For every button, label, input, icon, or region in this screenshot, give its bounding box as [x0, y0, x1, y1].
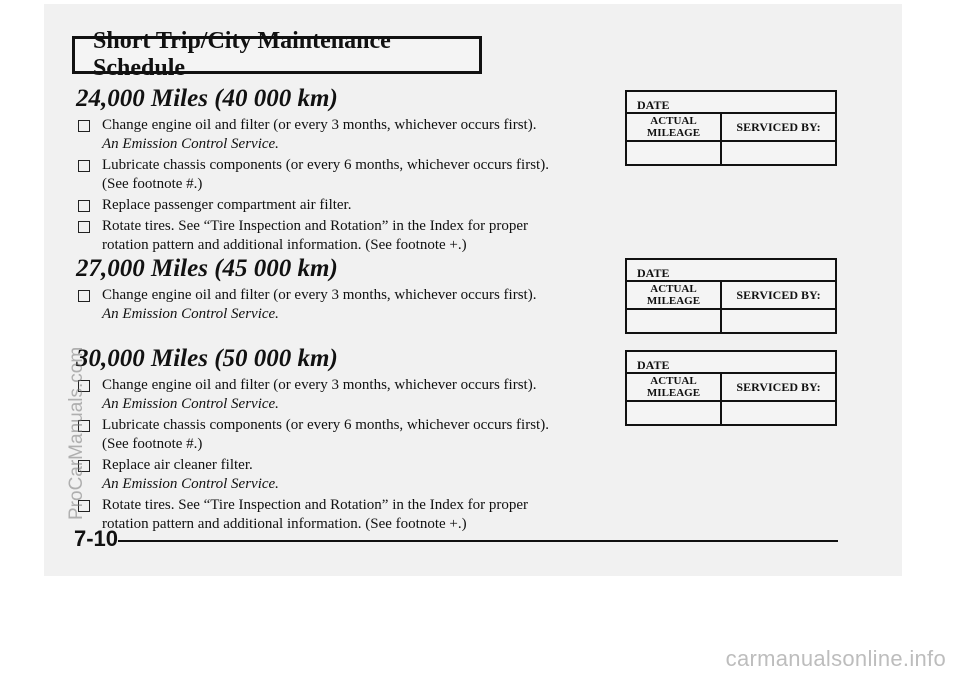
checklist-item: Rotate tires. See “Tire Inspection and Rotation” in the Index for proper rotation pattern and additional information. (See footnote +.) — [76, 217, 616, 255]
date-field[interactable]: DATE — [627, 92, 835, 114]
section-heading: 27,000 Miles (45 000 km) — [76, 255, 338, 282]
service-record-box — [625, 90, 837, 166]
checkbox-icon[interactable] — [78, 290, 90, 302]
mileage-entry-field[interactable] — [627, 142, 722, 164]
date-field[interactable]: DATE — [627, 352, 835, 374]
side-watermark: ProCarManuals.com — [66, 346, 87, 520]
serviced-by-label: SERVICED BY: — [736, 287, 821, 302]
mileage-entry-field[interactable] — [627, 402, 722, 424]
bottom-watermark: carmanualsonline.info — [725, 646, 946, 671]
section-30000 — [76, 344, 616, 534]
checklist-item: Lubricate chassis components (or every 6 months, whichever occurs first). (See footnote #.) — [76, 156, 616, 194]
service-record-box — [625, 258, 837, 334]
page-title: Short Trip/City Maintenance Schedule — [72, 36, 482, 74]
checklist-item: Change engine oil and filter (or every 3 months, whichever occurs first). An Emission Control Service. — [76, 376, 616, 414]
checklist-item: Replace air cleaner filter. An Emission Control Service. — [76, 456, 616, 494]
checklist-item: Replace passenger compartment air filter. — [76, 196, 616, 215]
actual-mileage-label: ACTUAL MILEAGE — [627, 282, 722, 308]
serviced-by-entry-field[interactable] — [722, 402, 835, 424]
serviced-by-label: SERVICED BY: — [736, 379, 821, 394]
page-number: 7-10 — [74, 526, 119, 551]
serviced-by-label: SERVICED BY: — [736, 119, 821, 134]
checkbox-icon[interactable] — [78, 200, 90, 212]
section-heading: 30,000 Miles (50 000 km) — [76, 345, 338, 372]
checklist-item: Lubricate chassis components (or every 6 months, whichever occurs first). (See footnote #.) — [76, 416, 616, 454]
section-heading: 24,000 Miles (40 000 km) — [76, 85, 338, 112]
actual-mileage-label: ACTUAL MILEAGE — [627, 374, 722, 400]
checklist-item: Rotate tires. See “Tire Inspection and Rotation” in the Index for proper rotation pattern and additional information. (See footnote +.) — [76, 496, 616, 534]
date-field[interactable]: DATE — [627, 260, 835, 282]
checkbox-icon[interactable] — [78, 120, 90, 132]
serviced-by-entry-field[interactable] — [722, 310, 835, 332]
mileage-entry-field[interactable] — [627, 310, 722, 332]
serviced-by-entry-field[interactable] — [722, 142, 835, 164]
service-record-box — [625, 350, 837, 426]
checklist-item: Change engine oil and filter (or every 3 months, whichever occurs first). An Emission Control Service. — [76, 116, 616, 154]
checkbox-icon[interactable] — [78, 221, 90, 233]
section-27000 — [76, 254, 616, 324]
actual-mileage-label: ACTUAL MILEAGE — [627, 114, 722, 140]
checklist-item: Change engine oil and filter (or every 3 months, whichever occurs first). An Emission Control Service. — [76, 286, 616, 324]
section-24000 — [76, 84, 616, 255]
checkbox-icon[interactable] — [78, 160, 90, 172]
footer-rule — [118, 540, 838, 542]
